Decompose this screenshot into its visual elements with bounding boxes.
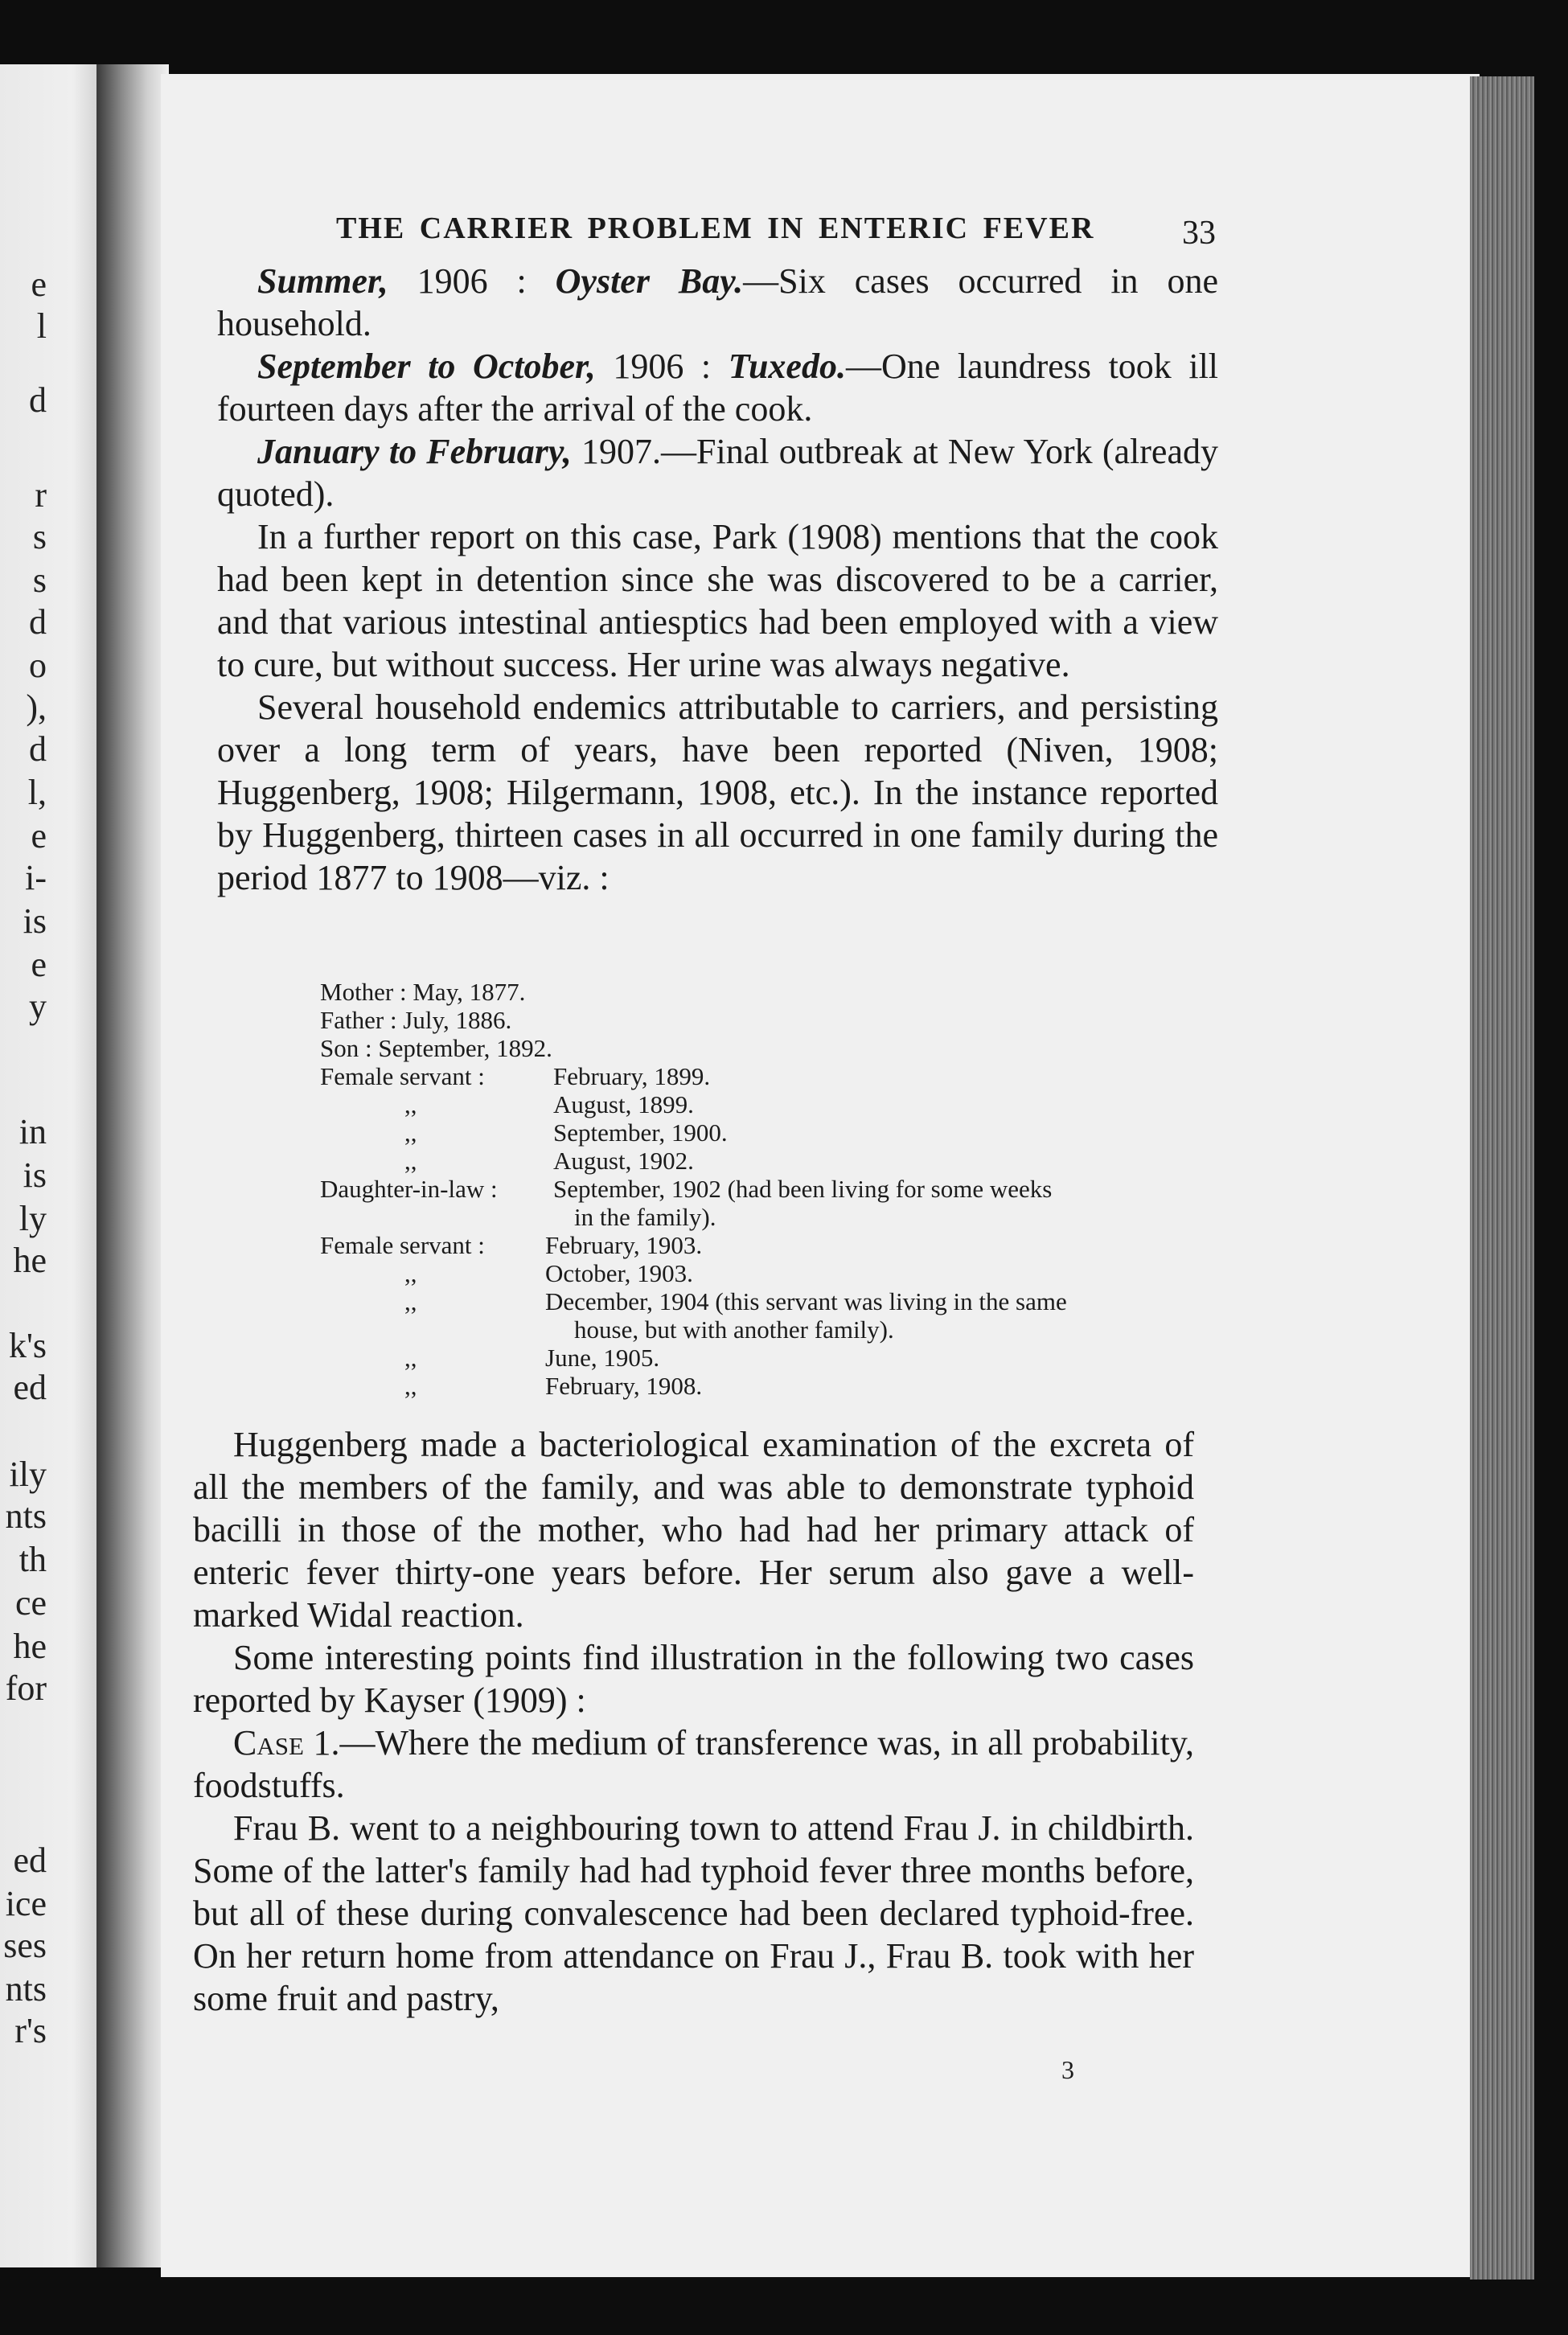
paragraph-huggenberg-exam: Huggenberg made a bacteriological examination of the excreta of all the members of the family, and was able to demonstrate typhoid bacilli in those of the mother, who had had her primary attack of enteric fever thirty-one years before. Her serum also gave a well-marked Widal reaction. xyxy=(193,1425,1194,1635)
left-page-fragment: i- xyxy=(25,858,47,897)
lower-text-block xyxy=(193,1423,1194,2020)
page-number: 33 xyxy=(1182,215,1216,252)
list-date: August, 1899. xyxy=(553,1090,694,1118)
left-page-fragment: is xyxy=(23,901,47,941)
left-page-fragment: y xyxy=(29,987,47,1026)
left-page-fragment: d xyxy=(29,380,47,420)
left-page-fragment: he xyxy=(13,1241,47,1280)
list-date: February, 1899. xyxy=(553,1062,711,1090)
paragraph-text: —One laundress took ill fourteen days after the arrival of the cook. xyxy=(217,347,1219,429)
date-label: Summer, xyxy=(257,261,388,301)
list-text: Son : September, 1892. xyxy=(320,1034,552,1062)
upper-text-block xyxy=(217,260,1218,899)
list-date: September, 1900. xyxy=(553,1118,728,1147)
list-date: December, 1904 (this servant was living in the same xyxy=(545,1287,1067,1315)
signature-mark: 3 xyxy=(1061,2055,1074,2084)
paragraph-household-endemics: Several household endemics attributable to carriers, and persisting over a long term of years, have been reported (Niven, 1908; Huggenberg, 1908; Hilgermann, 1908, etc.). In the instance reported by Huggenberg, thirteen cases in all occurred in one family during the period 1877 to 1908—viz. : xyxy=(217,687,1218,897)
left-page-fragment: th xyxy=(18,1540,47,1579)
left-page-fragment: in xyxy=(18,1112,47,1151)
list-continuation: in the family). xyxy=(574,1203,716,1231)
left-page-fragment: ed xyxy=(13,1841,47,1880)
list-item xyxy=(320,1147,1221,1175)
paragraph-text: —Six cases occurred in one household. xyxy=(217,261,1219,343)
left-page-fragment: r xyxy=(35,475,47,515)
left-page-fragment: ice xyxy=(5,1884,47,1923)
year-label: 1906 : xyxy=(417,261,527,301)
list-date: June, 1905. xyxy=(545,1344,660,1372)
ditto-mark: ,, xyxy=(404,1372,417,1400)
left-page-fragment: ily xyxy=(9,1455,47,1494)
list-item xyxy=(320,1344,1221,1372)
list-person: Daughter-in-law : xyxy=(320,1175,498,1203)
left-page-fragment: k's xyxy=(8,1326,47,1365)
ditto-mark: ,, xyxy=(404,1147,417,1175)
case-label: Case xyxy=(233,1723,304,1763)
left-page-fragment: e xyxy=(31,816,47,856)
list-item xyxy=(320,1259,1221,1287)
left-page-fragment: d xyxy=(29,602,47,642)
left-page-fragment: he xyxy=(13,1627,47,1666)
list-person: Female servant : xyxy=(320,1062,485,1090)
list-date: October, 1903. xyxy=(545,1259,693,1287)
left-page-fragment: l, xyxy=(27,773,47,812)
ditto-mark: ,, xyxy=(404,1118,417,1147)
list-item xyxy=(320,1034,1221,1062)
left-page-fragment: r's xyxy=(14,2011,47,2050)
list-item xyxy=(320,1006,1221,1034)
ditto-mark: ,, xyxy=(404,1287,417,1315)
date-label: January to February, xyxy=(257,432,572,471)
list-item xyxy=(320,1062,1221,1090)
left-page-fragment: ed xyxy=(13,1368,47,1407)
left-page-fragment: e xyxy=(31,945,47,984)
case-list xyxy=(320,978,1221,1400)
left-page-fragment: o xyxy=(29,646,47,685)
left-page-fragment: s xyxy=(32,560,47,600)
list-item xyxy=(320,1231,1221,1259)
paragraph-park-report: In a further report on this case, Park (1908) mentions that the cook had been kept in detention since she was discovered to be a carrier, and that various intestinal antiesptics had been employed with a view to cure, but without success. Her urine was always negative. xyxy=(217,517,1218,684)
list-item xyxy=(320,1175,1221,1203)
paragraph-text: 1.—Where the medium of transference was, in all probability, foodstuffs. xyxy=(193,1723,1194,1805)
left-page-fragment: nts xyxy=(5,1969,47,2009)
paragraph-case-1 xyxy=(193,1721,1194,1807)
list-item xyxy=(320,1372,1221,1400)
paragraph-new-york xyxy=(217,430,1218,515)
list-item xyxy=(320,1118,1221,1147)
list-text: Father : July, 1886. xyxy=(320,1006,512,1034)
list-date: February, 1908. xyxy=(545,1372,703,1400)
list-item xyxy=(320,1203,1221,1231)
left-page-fragment: is xyxy=(23,1155,47,1195)
place-label: Tuxedo. xyxy=(728,347,846,386)
book-gutter xyxy=(96,64,169,2267)
left-page-fragment: s xyxy=(32,517,47,556)
left-page-fragment: e xyxy=(31,265,47,304)
list-continuation: house, but with another family). xyxy=(574,1315,894,1344)
list-item xyxy=(320,1315,1221,1344)
paragraph-kayser-cases: Some interesting points find illustration in the following two cases reported by Kayser (1909) : xyxy=(193,1638,1194,1720)
ditto-mark: ,, xyxy=(404,1344,417,1372)
left-page-fragment: ses xyxy=(3,1926,47,1965)
running-head: THE CARRIER PROBLEM IN ENTERIC FEVER xyxy=(336,211,1095,245)
ditto-mark: ,, xyxy=(404,1259,417,1287)
left-page-fragment: ce xyxy=(14,1583,47,1623)
paragraph-frau-b: Frau B. went to a neighbouring town to attend Frau J. in childbirth. Some of the latter's family had had typhoid fever three months before, but all of these during convalescence had been declared typhoid-free. On her return home from attendance on Frau J., Frau B. took with her some fruit and pastry, xyxy=(193,1808,1194,2018)
paragraph-tuxedo xyxy=(217,345,1218,430)
list-date: September, 1902 (had been living for some weeks xyxy=(553,1175,1053,1203)
left-page-fragment: for xyxy=(5,1668,47,1708)
year-label: 1906 : xyxy=(613,347,712,386)
left-page-fragment: ), xyxy=(26,687,47,727)
list-date: February, 1903. xyxy=(545,1231,703,1259)
paragraph-text: 1907.—Final outbreak at New York (already quoted). xyxy=(217,432,1218,514)
left-page-fragment: d xyxy=(29,729,47,769)
date-label: September to October, xyxy=(257,347,596,386)
list-item xyxy=(320,1090,1221,1118)
list-text: Mother : May, 1877. xyxy=(320,978,526,1006)
list-item xyxy=(320,1287,1221,1315)
list-person: Female servant : xyxy=(320,1231,485,1259)
left-page-fragment: nts xyxy=(5,1496,47,1536)
page-edges xyxy=(1470,76,1534,2280)
list-item xyxy=(320,978,1221,1006)
left-page-fragment: ly xyxy=(18,1199,47,1238)
left-page-fragment: l xyxy=(36,306,47,346)
list-date: August, 1902. xyxy=(553,1147,694,1175)
ditto-mark: ,, xyxy=(404,1090,417,1118)
paragraph-oyster-bay xyxy=(217,260,1218,345)
place-label: Oyster Bay. xyxy=(555,261,744,301)
